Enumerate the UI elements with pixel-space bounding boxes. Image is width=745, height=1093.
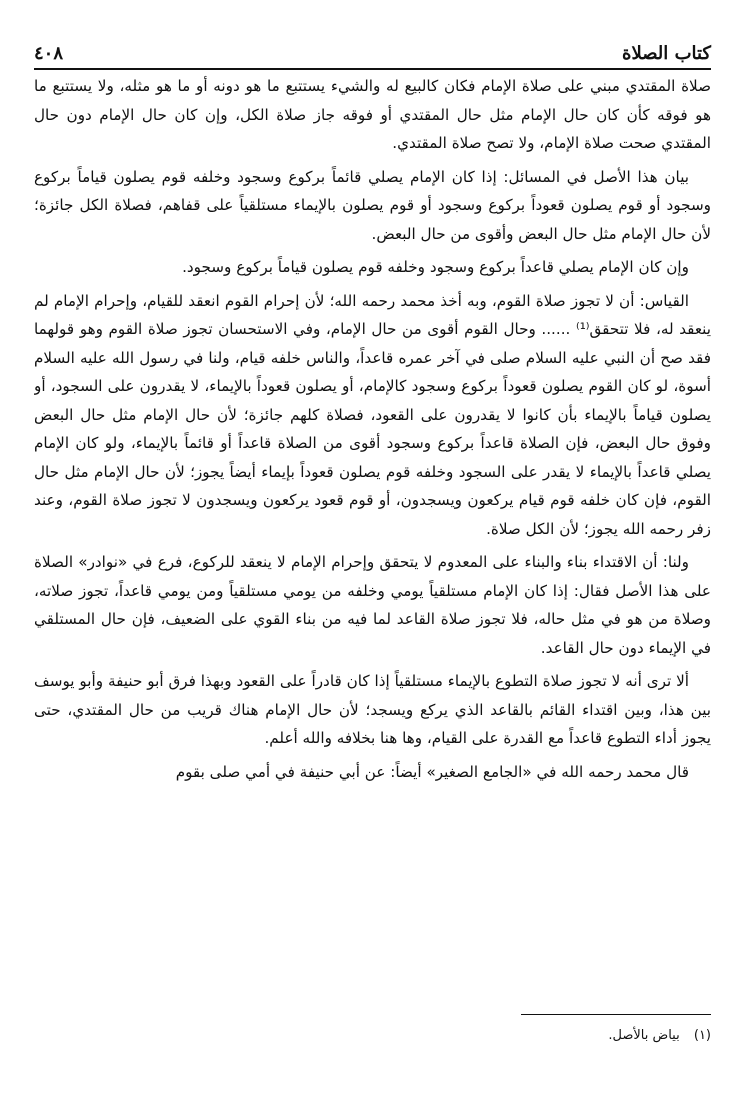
footnote bbox=[34, 1026, 711, 1046]
paragraph: القياس: أن لا تجوز صلاة القوم، وبه أخذ محمد رحمه الله؛ لأن إحرام القوم انعقد للقيام، وإحرام الإمام لم ينعقد له، فلا تتحقق⁽¹⁾ ...... وحال القوم أقوى من حال الإمام، وفي الاستحسان تجوز صلاة القوم وهو قولهما فقد صح أن النبي عليه السلام صلى في آخر عمره قاعداً، والناس خلفه قيام، ولنا في رسول الله عليه السلام أسوة، لو كان القوم يصلون قعوداً بركوع وسجود كالإمام، أو يصلون قعوداً بالإيماء، لا يقدرون على السجود، أو يصلون قياماً بالإيماء بأن كانوا لا يقدرون على القعود، فصلاة كلهم جائزة؛ لأن حال الإمام مثل حال البعض وفوق حال البعض، فإن الصلاة قاعداً بركوع وسجود أقوى من الصلاة قاعداً أو قائماً بالإيماء، ولو كان الإمام يصلي قاعداً بالإيماء لا يقدر على السجود وخلفه قوم يصلون قعوداً بإيماء أيضاً يجوز؛ لأن حال الإمام مثل حال القوم، فإن كان خلفه قوم قيام يركعون ويسجدون، أو قوم قعود يركعون ويسجدون لا تجوز صلاة القوم، وعند زفر رحمه الله يجوز؛ لأن الكل صلاة. bbox=[34, 291, 711, 538]
paragraph: ألا ترى أنه لا تجوز صلاة التطوع بالإيماء مستلقياً إذا كان قادراً على القعود وبهذا فرق أبو حنيفة وأبو يوسف بين هذا، وبين اقتداء القائم بالقاعد الذي يركع ويسجد؛ لأن حال الإمام هناك قريب من حال المقتدي، حتى يجوز أداء التطوع قاعداً مع القدرة على القيام، وها هنا بخلافه والله أعلم. bbox=[34, 672, 711, 747]
main-text bbox=[34, 72, 711, 990]
paragraph: قال محمد رحمه الله في «الجامع الصغير» أيضاً: عن أبي حنيفة في أمي صلى بقوم bbox=[175, 762, 689, 781]
paragraph: وإن كان الإمام يصلي قاعداً بركوع وسجود وخلفه قوم يصلون قياماً بركوع وسجود. bbox=[182, 258, 689, 276]
paragraph: ولنا: أن الاقتداء بناء والبناء على المعدوم لا يتحقق وإحرام الإمام لا ينعقد للركوع، فرع في «نوادر» الصلاة على هذا الأصل فقال: إذا كان الإمام مستلقياً يومي وخلفه من يومي مستلقياً ومن يومي قاعداً، تجوز صلاته، وصلاة من هو في مثل حاله، فلا تجوز صلاة القاعد لما فيه من بناء القوي على الضعيف، فإن حال المستلقي في الإيماء دون حال القاعد. bbox=[34, 553, 711, 657]
running-title: كتاب الصلاة bbox=[622, 43, 711, 64]
page-header bbox=[34, 30, 711, 70]
paragraph: بيان هذا الأصل في المسائل: إذا كان الإمام يصلي قائماً بركوع وسجود وخلفه قوم يصلون قياماً بركوع وسجود أو قوم يصلون قعوداً بركوع وسجود أو قوم يصلون بالإيماء مستلقياً على قفاهم، فصلاة الكل جائزة؛ لأن حال الإمام مثل حال البعض وأقوى من حال البعض. bbox=[34, 167, 711, 243]
footnote-text: بياض بالأصل. bbox=[608, 1028, 680, 1043]
page-number: ٤٠٨ bbox=[34, 43, 64, 64]
paragraph: صلاة المقتدي مبني على صلاة الإمام فكان كالبيع له والشيء يستتبع ما هو دونه أو ما هو مثله، ولا يستتبع ما هو فوقه كأن كان حال الإمام مثل حال المقتدي أو فوقه جاز صلاة الكل، وإن كان حال الإمام دون حال المقتدي صحت صلاة الإمام، ولا تصح صلاة المقتدي. bbox=[34, 77, 711, 152]
footnote-number: (١) bbox=[693, 1028, 711, 1043]
footnote-divider bbox=[521, 1014, 711, 1015]
